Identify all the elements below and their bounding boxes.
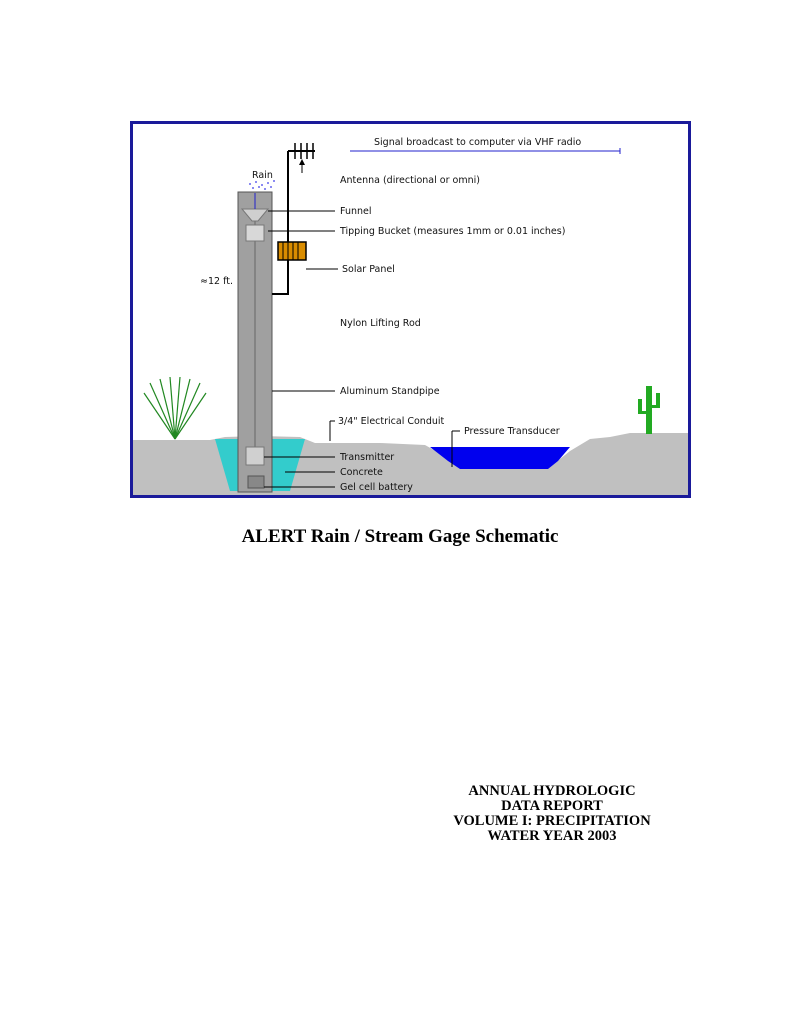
label-transmitter: Transmitter xyxy=(340,452,395,463)
label-solar-panel: Solar Panel xyxy=(342,264,395,275)
label-standpipe: Aluminum Standpipe xyxy=(340,386,440,397)
label-pressure-transducer: Pressure Transducer xyxy=(464,426,560,437)
transmitter-box xyxy=(246,447,264,465)
report-line-4: WATER YEAR 2003 xyxy=(487,828,617,844)
label-height: ≈12 ft. xyxy=(200,276,233,287)
tipping-bucket-shape xyxy=(246,225,264,241)
report-title-block xyxy=(440,784,664,844)
figure-caption: ALERT Rain / Stream Gage Schematic xyxy=(241,526,559,547)
label-signal: Signal broadcast to computer via VHF radio xyxy=(374,137,582,148)
gage-schematic-figure xyxy=(130,121,691,498)
label-battery: Gel cell battery xyxy=(340,482,413,493)
solar-panel-shape xyxy=(278,242,306,260)
report-line-3: VOLUME I: PRECIPITATION xyxy=(453,813,651,829)
report-line-1: ANNUAL HYDROLOGIC xyxy=(468,783,636,799)
label-funnel: Funnel xyxy=(340,206,372,217)
gage-schematic-svg xyxy=(130,121,691,498)
label-lifting-rod: Nylon Lifting Rod xyxy=(340,318,421,329)
label-rain: Rain xyxy=(252,170,273,181)
label-concrete: Concrete xyxy=(340,467,383,478)
label-antenna: Antenna (directional or omni) xyxy=(340,175,480,186)
report-line-2: DATA REPORT xyxy=(501,798,603,814)
label-conduit: 3/4" Electrical Conduit xyxy=(338,416,445,427)
label-tipping-bucket: Tipping Bucket (measures 1mm or 0.01 inches) xyxy=(340,226,566,237)
battery-box xyxy=(248,476,264,488)
